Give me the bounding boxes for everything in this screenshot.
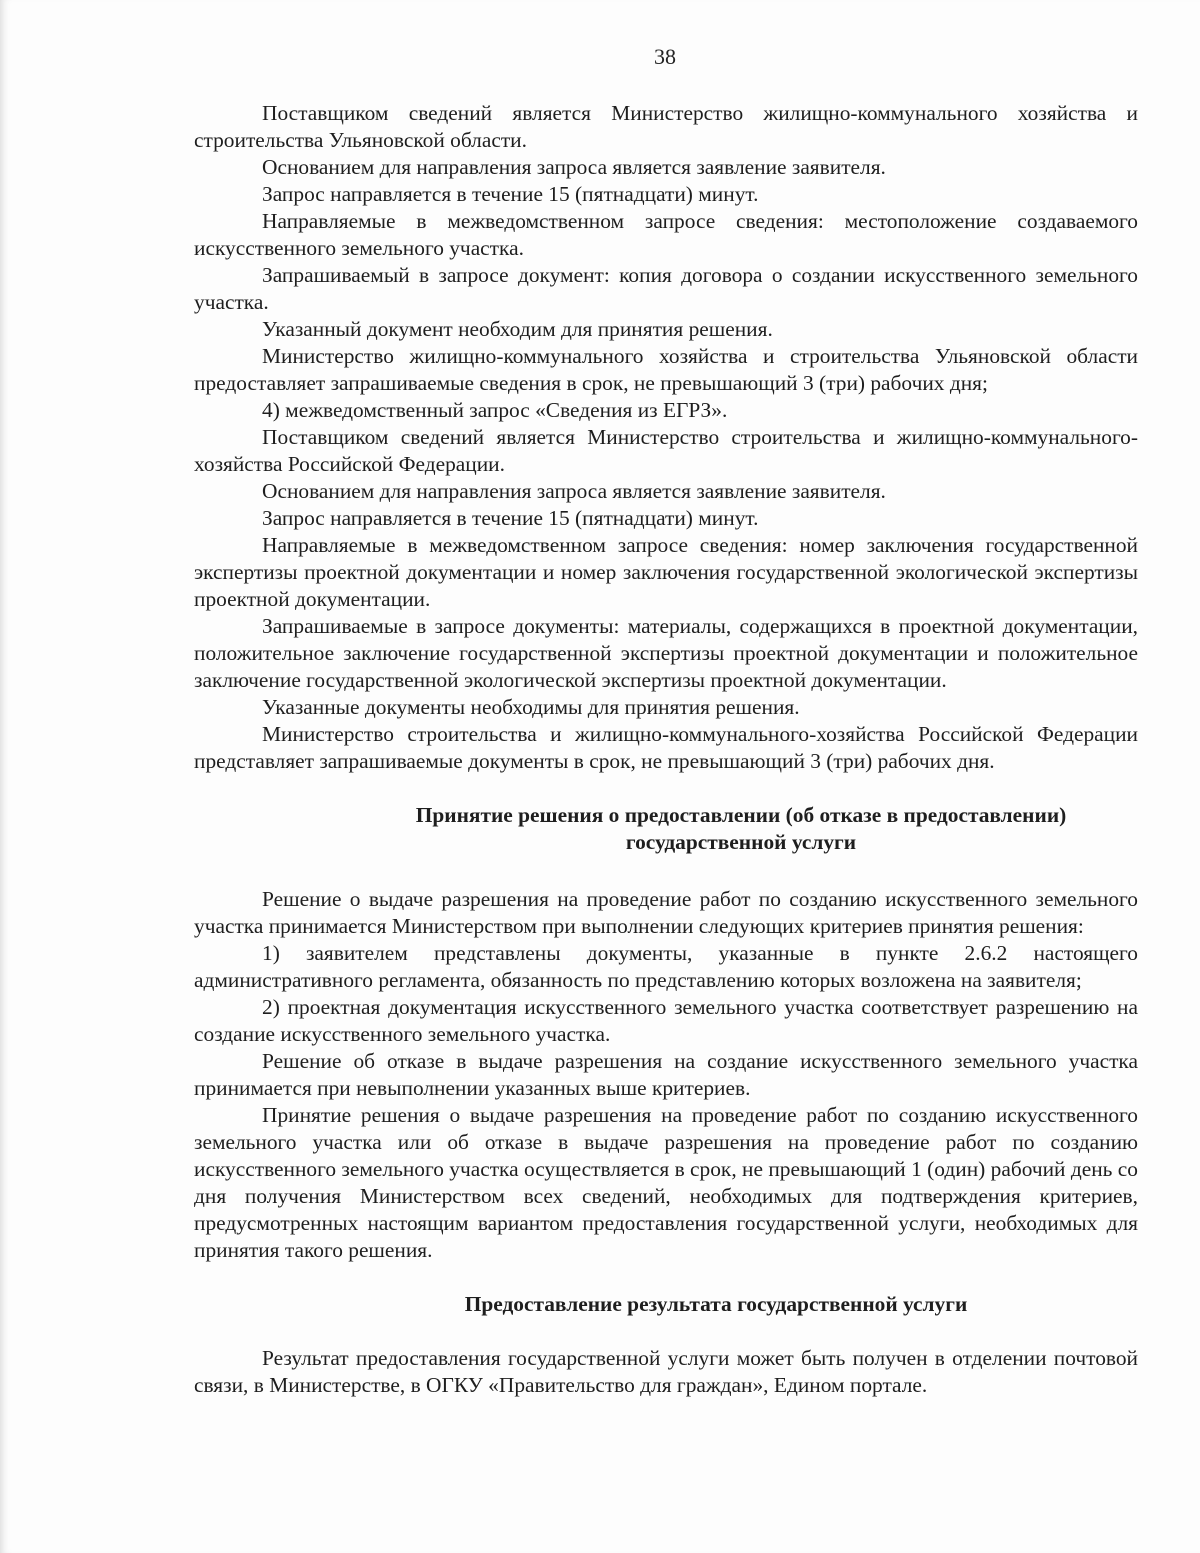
paragraph: Указанный документ необходим для принятия решения. — [262, 317, 773, 341]
paragraph: 1) заявителем представлены документы, указанные в пункте 2.6.2 настоящего административного регламента, обязанность по представлению которых возложена на заявителя; — [194, 941, 1138, 992]
paragraph: Направляемые в межведомственном запросе сведения: местоположение создаваемого искусственного земельного участка. — [194, 209, 1138, 260]
section-heading-result: Предоставление результата государственной услуги — [464, 1292, 968, 1316]
section-heading-decision: Принятие решения о предоставлении (об отказе в предоставлении) государственной услуги — [415, 803, 1067, 854]
paragraph: Поставщиком сведений является Министерство жилищно-коммунального хозяйства и строительства Ульяновской области. — [194, 101, 1138, 152]
paragraph: Министерство жилищно-коммунального хозяйства и строительства Ульяновской области предоставляет запрашиваемые сведения в срок, не превышающий 3 (три) рабочих дня; — [194, 344, 1138, 395]
paragraph: Направляемые в межведомственном запросе сведения: номер заключения государственной экспертизы проектной документации и номер заключения государственной экологической экспертизы проектной документации. — [194, 533, 1138, 611]
paragraph: Поставщиком сведений является Министерство строительства и жилищно-коммунального-хозяйства Российской Федерации. — [194, 425, 1138, 476]
paragraph: Принятие решения о выдаче разрешения на проведение работ по созданию искусственного земельного участка или об отказе в выдаче разрешения на проведение работ по созданию искусственного земельного участка осуществляется в срок, не превышающий 1 (один) рабочий день со дня получения Министерством всех сведений, необходимых для подтверждения критериев, предусмотренных настоящим вариантом предоставления государственной услуги, необходимых для принятия такого решения. — [194, 1103, 1138, 1262]
paragraph: 4) межведомственный запрос «Сведения из ЕГРЗ». — [262, 398, 728, 422]
paragraph: 2) проектная документация искусственного земельного участка соответствует разрешению на создание искусственного земельного участка. — [194, 995, 1138, 1046]
document-body — [194, 100, 1138, 1399]
paragraph: Запрос направляется в течение 15 (пятнадцати) минут. — [262, 182, 759, 206]
paragraph: Решение о выдаче разрешения на проведение работ по созданию искусственного земельного участка принимается Министерством при выполнении следующих критериев принятия решения: — [194, 887, 1138, 938]
paragraph: Решение об отказе в выдаче разрешения на создание искусственного земельного участка принимается при невыполнении указанных выше критериев. — [194, 1049, 1138, 1100]
paragraph: Результат предоставления государственной услуги может быть получен в отделении почтовой связи, в Министерстве, в ОГКУ «Правительство для граждан», Едином портале. — [194, 1346, 1138, 1397]
page-number: 38 — [654, 44, 676, 69]
paragraph: Основанием для направления запроса является заявление заявителя. — [262, 155, 886, 179]
paragraph: Запрос направляется в течение 15 (пятнадцати) минут. — [262, 506, 759, 530]
paragraph: Министерство строительства и жилищно-коммунального-хозяйства Российской Федерации представляет запрашиваемые документы в срок, не превышающий 3 (три) рабочих дня. — [194, 722, 1138, 773]
paragraph: Основанием для направления запроса является заявление заявителя. — [262, 479, 886, 503]
paragraph: Указанные документы необходимы для принятия решения. — [262, 695, 800, 719]
paragraph: Запрашиваемые в запросе документы: материалы, содержащихся в проектной документации, положительное заключение государственной экспертизы проектной документации и положительное заключение государственной экологической экспертизы проектной документации. — [194, 614, 1138, 692]
paragraph: Запрашиваемый в запросе документ: копия договора о создании искусственного земельного участка. — [194, 263, 1138, 314]
